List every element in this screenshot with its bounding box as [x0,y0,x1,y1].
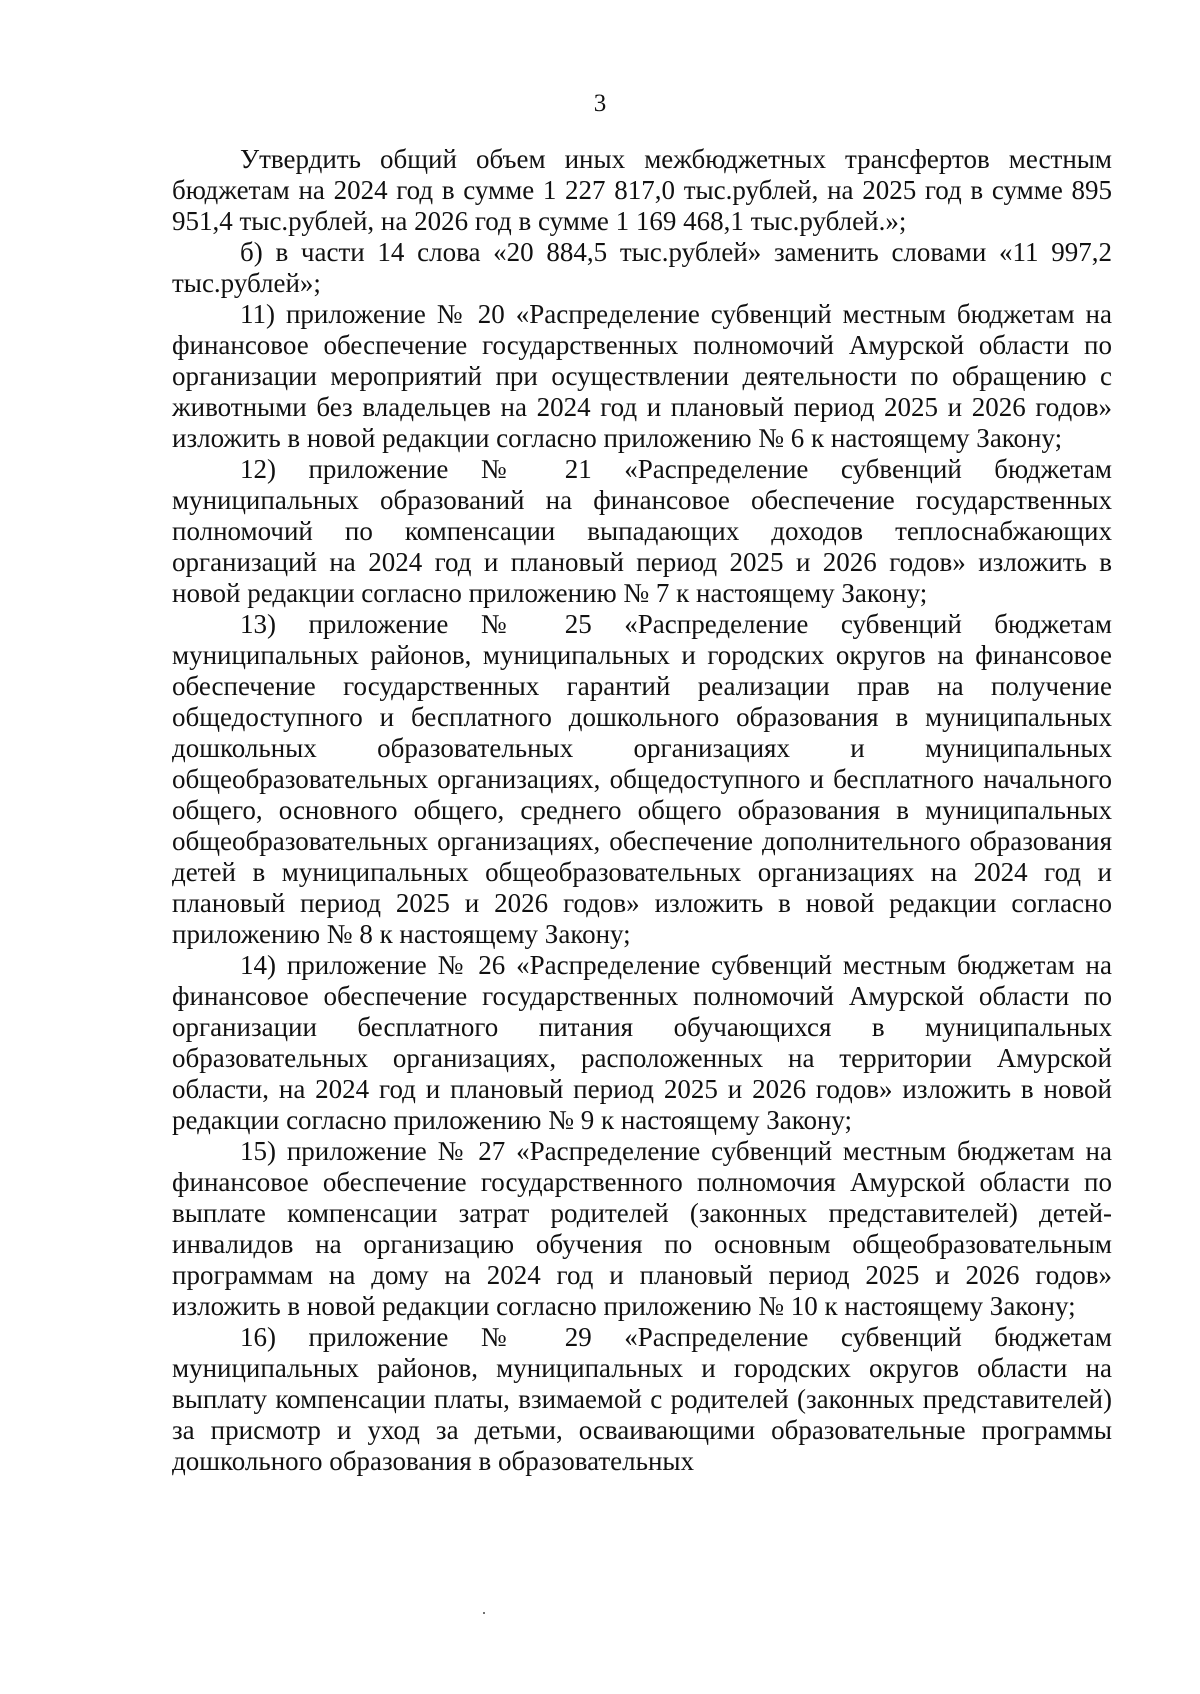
page-number: 3 [593,90,607,117]
paragraph-item-13: 13) приложение № 25 «Распределение субвенций бюджетам муниципальных районов, муниципальных и городских округов на финансовое обеспечение государственных гарантий реализации прав на получение общедоступного и бесплатного дошкольного образования в муниципальных дошкольных образовательных организациях и муниципальных общеобразовательных организациях, общедоступного и бесплатного начального общего, основного общего, среднего общего образования в муниципальных общеобразовательных организациях, обеспечение дополнительного образования детей в муниципальных общеобразовательных организациях на 2024 год и плановый период 2025 и 2026 годов» изложить в новой редакции согласно приложению № 8 к настоящему Закону; [172,609,1112,949]
paragraph-part-14-change: б) в части 14 слова «20 884,5 тыс.рублей» заменить словами «11 997,2 тыс.рублей»; [172,237,1112,298]
paragraph-transfers-total: Утвердить общий объем иных межбюджетных трансфертов местным бюджетам на 2024 год в сумме 1 227 817,0 тыс.рублей, на 2025 год в сумме 895 951,4 тыс.рублей, на 2026 год в сумме 1 169 468,1 тыс.рублей.»; [172,144,1112,236]
paragraph-item-14: 14) приложение № 26 «Распределение субвенций местным бюджетам на финансовое обеспечение государственных полномочий Амурской области по организации бесплатного питания обучающихся в муниципальных образовательных организациях, расположенных на территории Амурской области, на 2024 год и плановый период 2025 и 2026 годов» изложить в новой редакции согласно приложению № 9 к настоящему Закону; [172,950,1112,1135]
scan-speck [483,1612,485,1614]
paragraph-item-16: 16) приложение № 29 «Распределение субвенций бюджетам муниципальных районов, муниципальных и городских округов области на выплату компенсации платы, взимаемой с родителей (законных представителей) за присмотр и уход за детьми, осваивающими образовательные программы дошкольного образования в образовательных [172,1322,1112,1476]
document-body [172,144,1112,1477]
paragraph-item-12: 12) приложение № 21 «Распределение субвенций бюджетам муниципальных образований на финансовое обеспечение государственных полномочий по компенсации выпадающих доходов теплоснабжающих организаций на 2024 год и плановый период 2025 и 2026 годов» изложить в новой редакции согласно приложению № 7 к настоящему Закону; [172,454,1112,608]
paragraph-item-11: 11) приложение № 20 «Распределение субвенций местным бюджетам на финансовое обеспечение государственных полномочий Амурской области по организации мероприятий при осуществлении деятельности по обращению с животными без владельцев на 2024 год и плановый период 2025 и 2026 годов» изложить в новой редакции согласно приложению № 6 к настоящему Закону; [172,299,1112,453]
paragraph-item-15: 15) приложение № 27 «Распределение субвенций местным бюджетам на финансовое обеспечение государственного полномочия Амурской области по выплате компенсации затрат родителей (законных представителей) детей-инвалидов на организацию обучения по основным общеобразовательным программам на дому на 2024 год и плановый период 2025 и 2026 годов» изложить в новой редакции согласно приложению № 10 к настоящему Закону; [172,1136,1112,1321]
